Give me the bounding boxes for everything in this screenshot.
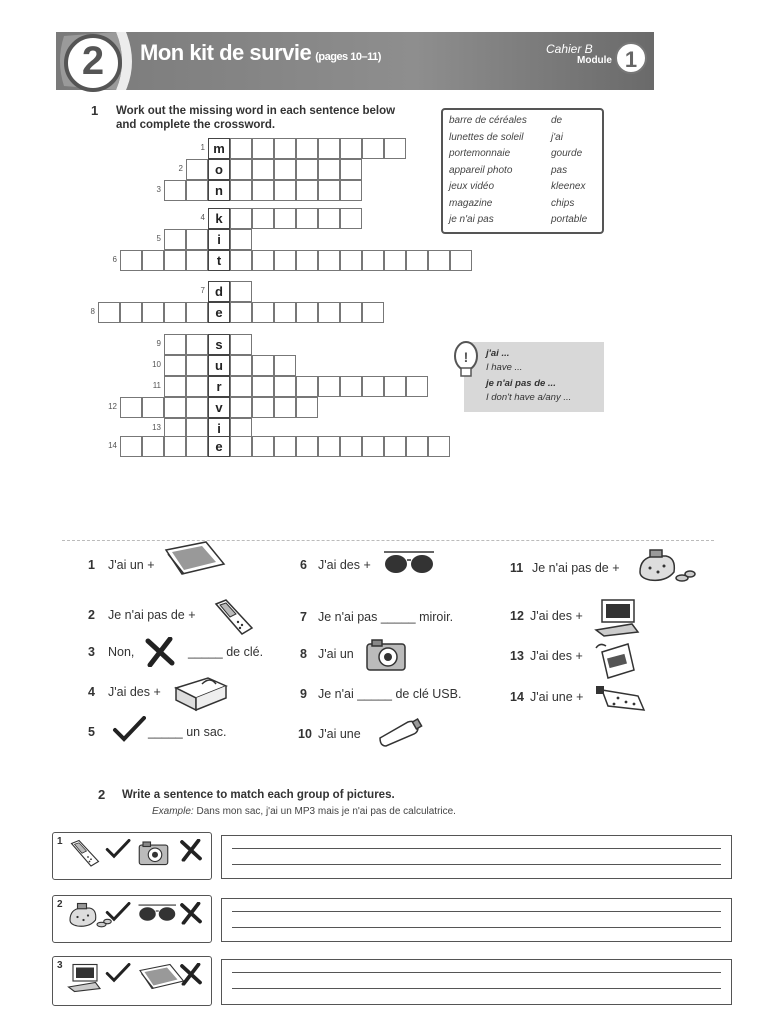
sentence-number: 4 (88, 685, 95, 699)
sentence-number: 5 (88, 725, 95, 739)
unit-number: 2 (81, 39, 105, 83)
tip-jai: j'ai ... (486, 348, 510, 359)
crossword-key-cell: m (208, 138, 230, 159)
instruction-line-1: Work out the missing word in each sentence below (116, 105, 396, 117)
sentence-text: Non, (108, 645, 135, 659)
sentence-number: 3 (88, 645, 95, 659)
cahier-label: Cahier B (546, 42, 593, 56)
sentence-number: 9 (300, 687, 307, 701)
picture-group-box (52, 895, 212, 943)
word-box-item: lunettes de soleil (449, 131, 524, 143)
clue-number: 7 (200, 286, 205, 295)
answer-box[interactable] (221, 959, 732, 1005)
word-box-item: appareil photo (449, 164, 513, 176)
tip-i-dont-have: I don't have a/any ... (486, 392, 572, 403)
crossword-key-cell: e (208, 302, 230, 323)
clue-number: 12 (108, 402, 117, 411)
word-box-item: chips (551, 197, 575, 209)
answer-line[interactable] (232, 848, 721, 849)
picture-group-box (52, 832, 212, 880)
crossword-key-cell: e (208, 436, 230, 457)
sentence-text: Je n'ai pas de + (532, 561, 620, 575)
exercise-1-number: 1 (91, 103, 99, 118)
crossword-key-cell: t (208, 250, 230, 271)
clue-number: 8 (90, 307, 95, 316)
sentence-text: _____ un sac. (148, 725, 227, 739)
tick-icon (105, 839, 131, 862)
sentence-text: J'ai une + (530, 690, 584, 704)
tick-icon (105, 963, 131, 986)
sentence-number: 6 (300, 558, 307, 572)
cross-icon (179, 963, 203, 989)
crossword-key-cell: r (208, 376, 230, 397)
crossword-key-cell: o (208, 159, 230, 180)
tip-je-nai-pas-de: je n'ai pas de ... (486, 378, 556, 389)
mobile-phone-icon (67, 839, 102, 873)
sentence-number: 12 (510, 609, 524, 623)
sentence-number: 14 (510, 690, 524, 704)
clue-number: 1 (200, 143, 205, 152)
exercise-2-instruction: Write a sentence to match each group of pictures. (122, 789, 395, 801)
word-box-item: je n'ai pas (449, 214, 494, 225)
module-label: Module (577, 55, 612, 66)
clue-number: 10 (152, 360, 161, 369)
clue-number: 6 (112, 255, 117, 264)
cross-icon (179, 902, 203, 928)
cross-icon (179, 839, 203, 865)
sentence-text: J'ai une (318, 727, 361, 741)
module-number-badge: 1 (615, 42, 647, 74)
picture-group-number: 2 (57, 899, 63, 910)
instruction-line-2: and complete the crossword. (116, 119, 276, 131)
word-box-item: j'ai (551, 131, 563, 143)
clue-number: 11 (152, 381, 161, 390)
sentence-number: 8 (300, 647, 307, 661)
tip-i-have: I have ... (486, 362, 523, 373)
sentence-text: J'ai des + (530, 649, 583, 663)
sentence-text: J'ai un + (108, 558, 155, 572)
title-pages: (pages 10–11) (315, 51, 381, 63)
sentence-number: 7 (300, 610, 307, 624)
picture-group-number: 3 (57, 960, 63, 971)
crossword-key-cell: u (208, 355, 230, 376)
word-box-item: portemonnaie (449, 148, 511, 159)
crossword-key-cell: s (208, 334, 230, 355)
crossword-key-cell: k (208, 208, 230, 229)
clue-number: 2 (178, 164, 183, 173)
tick-icon (105, 902, 131, 925)
word-box-item: pas (551, 164, 568, 176)
example-text: Dans mon sac, j'ai un MP3 mais je n'ai pas de calculatrice. (196, 806, 456, 817)
clue-number: 13 (152, 423, 161, 432)
sentence-text: Je n'ai pas de + (108, 608, 196, 622)
answer-line[interactable] (232, 972, 721, 973)
sentence-number: 2 (88, 608, 95, 622)
title-text: Mon kit de survie (140, 40, 312, 65)
sentence-text: Je n'ai _____ de clé USB. (318, 687, 462, 701)
svg-text:!: ! (463, 349, 469, 365)
picture-group-box (52, 956, 212, 1006)
sunglasses-icon (137, 902, 178, 928)
word-box-item: de (551, 115, 563, 126)
answer-line[interactable] (232, 927, 721, 928)
sentence-number: 10 (298, 727, 312, 741)
exercise-2-number: 2 (98, 787, 106, 802)
clue-number: 4 (200, 213, 205, 222)
sentence-number: 1 (88, 558, 95, 572)
picture-group-number: 1 (57, 836, 63, 847)
clue-number: 9 (156, 339, 161, 348)
answer-box[interactable] (221, 835, 732, 879)
answer-box[interactable] (221, 898, 732, 942)
clue-number: 3 (156, 185, 161, 194)
answer-line[interactable] (232, 988, 721, 989)
sentence-text: J'ai un (318, 647, 354, 661)
crossword-key-cell: i (208, 229, 230, 250)
clue-number: 14 (108, 441, 117, 450)
camera-icon (137, 839, 170, 870)
sentence-text: J'ai des + (108, 685, 161, 699)
sentence-text: J'ai des + (318, 558, 371, 572)
word-box-item: barre de céréales (449, 115, 527, 126)
crossword-key-cell: i (208, 418, 230, 439)
clue-number: 5 (156, 234, 161, 243)
word-box-item: jeux vidéo (449, 181, 495, 192)
answer-line[interactable] (232, 864, 721, 865)
word-box-item: kleenex (551, 181, 586, 192)
word-box-item: magazine (449, 197, 493, 209)
sentence-text: J'ai des + (530, 609, 583, 623)
word-box-item: portable (551, 214, 588, 225)
word-box-item: gourde (551, 148, 583, 159)
sentence-text: Je n'ai pas _____ miroir. (318, 610, 454, 624)
sentence-text: _____ de clé. (188, 645, 264, 659)
crossword-key-cell: v (208, 397, 230, 418)
sentence-number: 11 (510, 561, 524, 575)
video-games-icon (67, 963, 102, 997)
crossword-key-cell: d (208, 281, 230, 302)
crossword-key-cell: n (208, 180, 230, 201)
answer-line[interactable] (232, 911, 721, 912)
sentence-number: 13 (510, 649, 524, 663)
example-label: Example: (152, 806, 194, 817)
